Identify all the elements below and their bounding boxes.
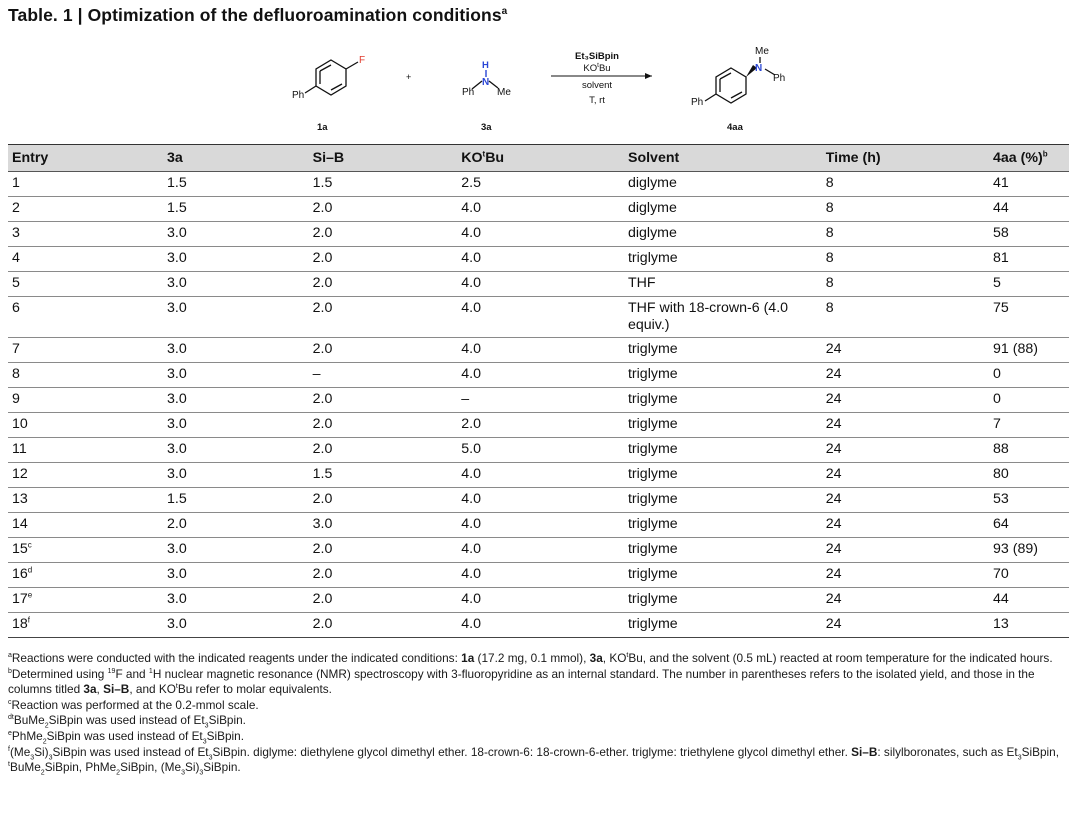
product-4aa-label: 4aa bbox=[727, 122, 743, 133]
footnote-b: $^b$Determined using $^{19}$F and $^1$H nuclear magnetic resonance (NMR) spectroscopy with 3-fluoropyridine as an internal standard. The number in parentheses refers to the isolated yield, and those in the columns titled 3a, Si–B, and $KO^tBu$ refer to molar equivalents. bbox=[8, 666, 1035, 697]
cell-yield: 5 bbox=[989, 272, 1069, 297]
table-row bbox=[8, 338, 1069, 363]
header-3a: 3a bbox=[163, 145, 309, 172]
cell-kotbu: – bbox=[457, 388, 624, 413]
cell-solvent: triglyme bbox=[624, 413, 822, 438]
table-row bbox=[8, 613, 1069, 638]
cell-time: 24 bbox=[822, 513, 989, 538]
cell-si-b: 1.5 bbox=[309, 463, 458, 488]
cell-yield: 93 (89) bbox=[989, 538, 1069, 563]
cell-yield: 75 bbox=[989, 297, 1069, 338]
cell-yield: 7 bbox=[989, 413, 1069, 438]
compound-3a-hydrogen: H bbox=[482, 60, 489, 71]
cell-kotbu: 4.0 bbox=[457, 488, 624, 513]
cell-kotbu: 4.0 bbox=[457, 563, 624, 588]
cell-3a: 1.5 bbox=[163, 197, 309, 222]
footnotes bbox=[8, 651, 1072, 776]
cell-solvent: triglyme bbox=[624, 513, 822, 538]
cell-time: 24 bbox=[822, 538, 989, 563]
cell-3a: 3.0 bbox=[163, 413, 309, 438]
cell-time: 24 bbox=[822, 438, 989, 463]
cell-kotbu: 4.0 bbox=[457, 613, 624, 638]
cell-yield: 70 bbox=[989, 563, 1069, 588]
product-methyl: Me bbox=[755, 46, 769, 57]
cell-yield: 41 bbox=[989, 172, 1069, 197]
cell-time: 8 bbox=[822, 197, 989, 222]
cell-si-b: 2.0 bbox=[309, 438, 458, 463]
compound-1a-structure bbox=[305, 60, 358, 95]
table-row bbox=[8, 172, 1069, 197]
table-row bbox=[8, 388, 1069, 413]
cell-yield: 81 bbox=[989, 247, 1069, 272]
cell-solvent: triglyme bbox=[624, 588, 822, 613]
table-row bbox=[8, 463, 1069, 488]
cell-entry: 2 bbox=[8, 197, 163, 222]
cell-si-b: 2.0 bbox=[309, 297, 458, 338]
cell-3a: 3.0 bbox=[163, 388, 309, 413]
cell-solvent: triglyme bbox=[624, 563, 822, 588]
entry-footnote-mark: e bbox=[27, 590, 33, 600]
cell-yield: 13 bbox=[989, 613, 1069, 638]
compound-3a-phenyl: Ph bbox=[462, 87, 475, 98]
table-row bbox=[8, 438, 1069, 463]
cell-solvent: triglyme bbox=[624, 488, 822, 513]
cell-3a: 3.0 bbox=[163, 363, 309, 388]
plus-sign: + bbox=[406, 72, 412, 82]
cell-kotbu: 4.0 bbox=[457, 363, 624, 388]
cell-si-b: 2.0 bbox=[309, 247, 458, 272]
cell-solvent: diglyme bbox=[624, 197, 822, 222]
footnote-c: $^c$Reaction was performed at the 0.2-mmol scale. bbox=[8, 697, 259, 712]
cell-kotbu: 4.0 bbox=[457, 222, 624, 247]
cell-entry: 18$^f$ bbox=[8, 613, 163, 638]
product-n-phenyl: Ph bbox=[773, 73, 786, 84]
cell-si-b: 2.0 bbox=[309, 413, 458, 438]
cell-si-b: 3.0 bbox=[309, 513, 458, 538]
table-row bbox=[8, 538, 1069, 563]
cell-entry: 4 bbox=[8, 247, 163, 272]
cell-entry: 9 bbox=[8, 388, 163, 413]
cell-3a: 1.5 bbox=[163, 172, 309, 197]
cell-entry: 13 bbox=[8, 488, 163, 513]
cell-time: 24 bbox=[822, 588, 989, 613]
table-row bbox=[8, 363, 1069, 388]
cell-entry: 17e bbox=[8, 588, 163, 613]
cell-solvent: triglyme bbox=[624, 338, 822, 363]
cell-time: 8 bbox=[822, 297, 989, 338]
table-row bbox=[8, 413, 1069, 438]
product-ring-phenyl: Ph bbox=[691, 97, 704, 108]
footnote-a: $^a$Reactions were conducted with the indicated reagents under the indicated conditions: 1a (17.2 mg, 0.1 mmol), 3a, $KO^tBu$, and the solvent (0.5 mL) reacted at room temperature for the indicated hours. bbox=[8, 651, 1053, 665]
header-entry: Entry bbox=[8, 145, 163, 172]
footnote-e: $^e$PhMe$_2$SiBpin was used instead of $Et_3SiBpin$. bbox=[8, 728, 245, 746]
cell-si-b: 2.0 bbox=[309, 588, 458, 613]
table-row bbox=[8, 272, 1069, 297]
table-row bbox=[8, 247, 1069, 272]
cell-time: 24 bbox=[822, 388, 989, 413]
cell-3a: 2.0 bbox=[163, 513, 309, 538]
table-row bbox=[8, 563, 1069, 588]
cell-3a: 3.0 bbox=[163, 538, 309, 563]
compound-3a-label: 3a bbox=[481, 122, 492, 133]
cell-si-b: 2.0 bbox=[309, 563, 458, 588]
cell-3a: 3.0 bbox=[163, 463, 309, 488]
table-row bbox=[8, 513, 1069, 538]
cell-kotbu: 4.0 bbox=[457, 538, 624, 563]
cell-solvent: triglyme bbox=[624, 247, 822, 272]
cell-si-b: 2.0 bbox=[309, 197, 458, 222]
cell-entry: 8 bbox=[8, 363, 163, 388]
cell-yield: 44 bbox=[989, 197, 1069, 222]
cell-3a: 3.0 bbox=[163, 272, 309, 297]
entry-footnote-mark: c bbox=[27, 540, 32, 550]
table-body bbox=[8, 172, 1069, 638]
cell-yield: 91 (88) bbox=[989, 338, 1069, 363]
cell-kotbu: 5.0 bbox=[457, 438, 624, 463]
cell-kotbu: 2.5 bbox=[457, 172, 624, 197]
cell-yield: 44 bbox=[989, 588, 1069, 613]
cell-entry: 16$^d$ bbox=[8, 563, 163, 588]
optimization-table bbox=[8, 144, 1069, 638]
cell-solvent: triglyme bbox=[624, 538, 822, 563]
cell-solvent: triglyme bbox=[624, 463, 822, 488]
cell-3a: 3.0 bbox=[163, 613, 309, 638]
table-row bbox=[8, 197, 1069, 222]
reagent-solvent: solvent bbox=[581, 80, 613, 91]
cell-si-b: 2.0 bbox=[309, 388, 458, 413]
cell-entry: 3 bbox=[8, 222, 163, 247]
header-solvent: Solvent bbox=[624, 145, 822, 172]
cell-kotbu: 4.0 bbox=[457, 247, 624, 272]
product-4aa-structure bbox=[705, 57, 775, 103]
cell-si-b: 1.5 bbox=[309, 172, 458, 197]
cell-si-b: – bbox=[309, 363, 458, 388]
cell-entry: 14 bbox=[8, 513, 163, 538]
cell-entry: 7 bbox=[8, 338, 163, 363]
table-row bbox=[8, 222, 1069, 247]
cell-entry: 12 bbox=[8, 463, 163, 488]
cell-yield: 80 bbox=[989, 463, 1069, 488]
cell-time: 24 bbox=[822, 463, 989, 488]
cell-yield: 58 bbox=[989, 222, 1069, 247]
entry-footnote-mark: f bbox=[27, 615, 31, 625]
table-title: Table. 1 | Optimization of the defluoroamination conditions$^a$ bbox=[8, 5, 508, 25]
cell-3a: 3.0 bbox=[163, 222, 309, 247]
cell-yield: 88 bbox=[989, 438, 1069, 463]
cell-3a: 3.0 bbox=[163, 297, 309, 338]
cell-si-b: 2.0 bbox=[309, 272, 458, 297]
cell-time: 24 bbox=[822, 338, 989, 363]
cell-solvent: triglyme bbox=[624, 438, 822, 463]
cell-entry: 10 bbox=[8, 413, 163, 438]
header-si-b: Si–B bbox=[309, 145, 458, 172]
cell-yield: 0 bbox=[989, 388, 1069, 413]
cell-kotbu: 4.0 bbox=[457, 297, 624, 338]
cell-time: 24 bbox=[822, 488, 989, 513]
cell-yield: 0 bbox=[989, 363, 1069, 388]
cell-time: 8 bbox=[822, 272, 989, 297]
table-row bbox=[8, 488, 1069, 513]
reagent-conditions: T, rt bbox=[589, 95, 605, 106]
compound-3a-nitrogen: N bbox=[482, 77, 490, 88]
compound-1a-phenyl: Ph bbox=[292, 90, 305, 101]
compound-3a-methyl: Me bbox=[497, 87, 511, 98]
cell-solvent: diglyme bbox=[624, 172, 822, 197]
cell-kotbu: 2.0 bbox=[457, 413, 624, 438]
header-time: Time (h) bbox=[822, 145, 989, 172]
compound-1a-fluorine: F bbox=[359, 55, 366, 66]
product-nitrogen: N bbox=[755, 63, 763, 74]
cell-yield: 53 bbox=[989, 488, 1069, 513]
cell-3a: 3.0 bbox=[163, 338, 309, 363]
header-row bbox=[8, 145, 1069, 172]
cell-kotbu: 4.0 bbox=[457, 513, 624, 538]
cell-time: 8 bbox=[822, 172, 989, 197]
cell-entry: 1 bbox=[8, 172, 163, 197]
cell-kotbu: 4.0 bbox=[457, 463, 624, 488]
cell-yield: 64 bbox=[989, 513, 1069, 538]
cell-kotbu: 4.0 bbox=[457, 272, 624, 297]
reagent-silylborane: Et₃SiBpin bbox=[575, 51, 619, 62]
cell-solvent: diglyme bbox=[624, 222, 822, 247]
cell-3a: 3.0 bbox=[163, 438, 309, 463]
entry-footnote-mark: d bbox=[27, 565, 33, 575]
cell-solvent: triglyme bbox=[624, 613, 822, 638]
cell-entry: 15$^c$ bbox=[8, 538, 163, 563]
header-kotbu: $KO^tBu$ bbox=[457, 145, 624, 172]
title-footnote-mark: a bbox=[501, 6, 508, 18]
reagent-base: $KO^tBu$ bbox=[583, 62, 611, 74]
cell-solvent: THF bbox=[624, 272, 822, 297]
cell-si-b: 2.0 bbox=[309, 488, 458, 513]
cell-time: 8 bbox=[822, 222, 989, 247]
cell-time: 24 bbox=[822, 413, 989, 438]
cell-3a: 3.0 bbox=[163, 588, 309, 613]
cell-si-b: 2.0 bbox=[309, 613, 458, 638]
header-yield: 4aa (%)$^b$ bbox=[989, 145, 1069, 172]
reaction-arrowhead bbox=[645, 73, 652, 79]
reaction-scheme bbox=[0, 40, 1080, 144]
cell-3a: 1.5 bbox=[163, 488, 309, 513]
cell-kotbu: 4.0 bbox=[457, 197, 624, 222]
cell-time: 8 bbox=[822, 247, 989, 272]
table-row bbox=[8, 297, 1069, 338]
cell-si-b: 2.0 bbox=[309, 538, 458, 563]
footnote-f: $^f(Me_3Si)_3SiBpin$ was used instead of $Et_3SiBpin$. diglyme: diethylene glycol dimethyl ether. 18-crown-6: 18-crown-6-ether. triglyme: triethylene glycol dimethyl ether. Si–B: silylboronates, such as $Et_3SiBpin$, $^t$BuMe$_2$SiBpin, PhMe$_2$SiBpin, $(Me_3Si)_3SiBpin$. bbox=[8, 744, 1059, 777]
cell-entry: 11 bbox=[8, 438, 163, 463]
cell-time: 24 bbox=[822, 363, 989, 388]
table-row bbox=[8, 588, 1069, 613]
cell-time: 24 bbox=[822, 563, 989, 588]
cell-3a: 3.0 bbox=[163, 247, 309, 272]
cell-solvent: triglyme bbox=[624, 363, 822, 388]
cell-si-b: 2.0 bbox=[309, 222, 458, 247]
cell-si-b: 2.0 bbox=[309, 338, 458, 363]
cell-kotbu: 4.0 bbox=[457, 338, 624, 363]
cell-entry: 5 bbox=[8, 272, 163, 297]
cell-time: 24 bbox=[822, 613, 989, 638]
compound-1a-label: 1a bbox=[317, 122, 328, 133]
cell-entry: 6 bbox=[8, 297, 163, 338]
cell-solvent: triglyme bbox=[624, 388, 822, 413]
cell-3a: 3.0 bbox=[163, 563, 309, 588]
footnote-d: $^{dt}$BuMe$_2$SiBpin was used instead of $Et_3SiBpin$. bbox=[8, 713, 246, 730]
cell-solvent: THF with 18-crown-6 (4.0 equiv.) bbox=[624, 297, 822, 338]
cell-kotbu: 4.0 bbox=[457, 588, 624, 613]
